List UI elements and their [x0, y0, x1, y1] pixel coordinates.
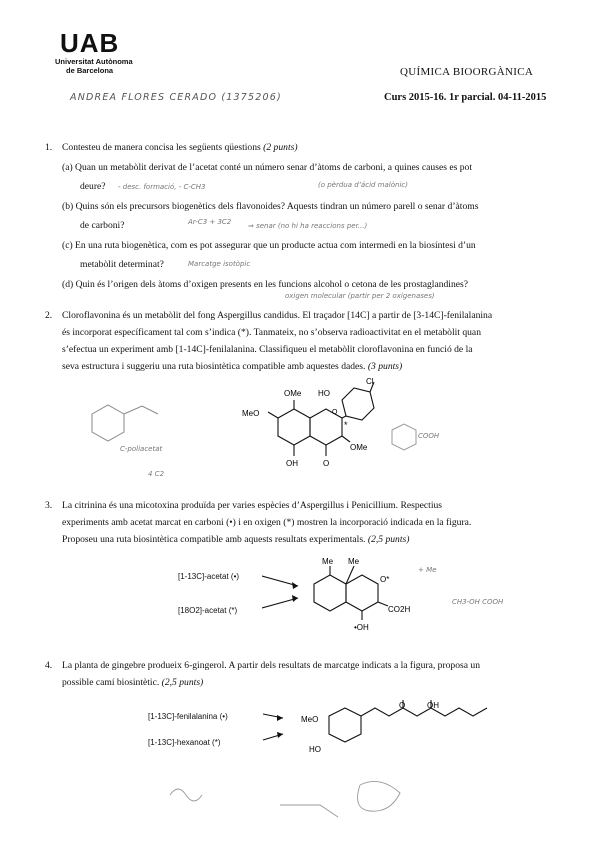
label-o-keto: O	[323, 459, 330, 468]
q1-intro	[62, 142, 298, 154]
exam-info: Curs 2015-16. 1r parcial. 04-11-2015	[384, 92, 547, 103]
gingerol-side-chain	[361, 708, 487, 716]
q1c-answer: Marcatge isotòpic	[188, 260, 251, 268]
q1d-answer: oxigen molecular (partir per 2 oxigenases)	[285, 292, 435, 300]
label-meo: MeO	[242, 409, 260, 418]
q3-points: (2,5 punts)	[367, 534, 410, 545]
q1a-answer-1: - desc. formació, - C-CH3	[118, 183, 206, 191]
q2-line2: és incorporat específicament tal com s’indica (*). Tanmateix, no s’observa radioactivitat en el metabòlit quan	[62, 327, 481, 338]
ome-bond	[342, 436, 350, 442]
q3-line3	[62, 534, 409, 546]
ring-bond	[342, 416, 346, 418]
q4-label-phe: [1-13C]-fenilalanina (•)	[148, 712, 228, 721]
q4-label-hex: [1-13C]-hexanoat (*)	[148, 738, 221, 747]
q2-number: 2.	[45, 310, 53, 321]
label-me-2: Me	[348, 558, 360, 566]
q3-note-2: CH3-OH COOH	[452, 598, 504, 606]
q1d-line: (d) Quin és l’origen dels àtoms d’oxigen presents en les funcions alcohol o cetona de les prostaglandines?	[62, 279, 469, 290]
q2-line1: Cloroflavonina és un metabòlit del fong Aspergillus candidus. El traçador [14C] a partir de [3-14C]-fenilalanina	[62, 310, 493, 321]
scribble-left	[170, 789, 202, 801]
citrinin-structure	[262, 558, 432, 644]
q3-line2: experiments amb acetat marcat en carboni (•) i en oxigen (*) mostren la incorporació indicada en la figura.	[62, 517, 472, 528]
flavone-ring-b	[342, 388, 374, 420]
arrow-o18	[262, 598, 298, 608]
arrowhead-hex	[277, 732, 283, 738]
q2-points: (3 punts)	[367, 361, 403, 372]
university-logo: UAB	[60, 28, 120, 58]
q1b-answer-2: ⇒ senar (no hi ha reaccions per...)	[248, 222, 368, 230]
q1c-line1: (c) En una ruta biogenètica, com es pot assegurar que un producte actua com intermedi en la biosíntesi d’un	[62, 240, 476, 251]
student-name-handwritten: ANDREA FLORES CERADO (1375206)	[70, 92, 282, 103]
chloroflavonin-structure	[228, 376, 398, 478]
q3-note-1: + Me	[418, 566, 437, 574]
co2h-bond	[378, 602, 388, 606]
sketch-side-chain	[124, 406, 158, 414]
q2-sketch-left	[78, 392, 188, 482]
meo-bond	[268, 412, 278, 418]
flavone-ring-a	[278, 409, 310, 445]
q3-line3-text: Proposeu una ruta biosintètica compatible amb aquests resultats experimentals.	[62, 534, 366, 545]
university-name-line1: Universitat Autònoma	[55, 57, 133, 66]
label-oh: OH	[427, 701, 439, 710]
arrowhead-phe	[277, 715, 283, 721]
q3-number: 3.	[45, 500, 53, 511]
q1b-line1: (b) Quins són els precursors biogenètics dels flavonoides? Aquests tindran un número parell o senar d’àtoms	[62, 201, 479, 212]
label-ho: HO	[318, 389, 330, 398]
q3-label-o18: [18O2]-acetat (*)	[178, 606, 238, 615]
q4-line2-text: possible camí biosintètic.	[62, 677, 160, 688]
q1-number: 1.	[45, 142, 53, 153]
q3-line1: La citrinina és una micotoxina produïda per varies espècies d’Aspergillus i Penicillium. Respectius	[62, 500, 443, 511]
q1a-line2: deure?	[80, 181, 106, 192]
label-oh: •OH	[354, 623, 369, 632]
scribble-mid	[280, 805, 338, 817]
q4-line2	[62, 677, 203, 689]
sketch-benzene-ring	[92, 405, 124, 441]
q4-handwritten-sketch	[160, 775, 430, 835]
label-o-star: O*	[380, 575, 390, 584]
gingerol-ring	[329, 708, 361, 742]
q4-line1: La planta de gingebre produeix 6-gingerol. A partir dels resultats de marcatge indicats a la figura, proposa un	[62, 660, 480, 671]
course-title: QUÍMICA BIOORGÀNICA	[400, 66, 534, 78]
q2-note-right: COOH	[418, 432, 440, 440]
q2-line4	[62, 361, 402, 373]
q1b-line2: de carboni?	[80, 220, 125, 231]
q2-line3: s’efectua un experiment amb [1-14C]-fenilalanina. Classifiqueu el metabòlit cloroflavonina en funció de la	[62, 344, 473, 355]
q3-label-c13: [1-13C]-acetat (•)	[178, 572, 240, 581]
gingerol-structure	[255, 700, 503, 764]
label-o-ring: O	[332, 409, 338, 416]
citrinin-ring-2	[346, 575, 378, 611]
arrowhead-c13	[292, 582, 298, 589]
label-meo: MeO	[301, 715, 319, 724]
label-ho: HO	[309, 745, 321, 754]
arrowhead-o18	[292, 595, 298, 602]
label-cl: Cl	[366, 377, 374, 386]
q1a-line1: (a) Quan un metabòlit derivat de l’acetat conté un número senar d’àtoms de carboni, a quines causes es pot	[62, 162, 472, 173]
label-co2h: CO2H	[388, 605, 411, 614]
q2-line4-text: seva estructura i suggeriu una ruta biosintètica compatible amb aquestes dades.	[62, 361, 366, 372]
university-name-line2: de Barcelona	[66, 66, 114, 75]
scribble-right	[358, 781, 400, 811]
label-oh: OH	[286, 459, 298, 468]
q1b-answer-1: Ar-C3 + 3C2	[188, 218, 232, 226]
q1-intro-text: Contesteu de manera concisa les següents qüestions	[62, 142, 261, 153]
label-ome-right: OMe	[350, 443, 368, 452]
q2-note-left2: 4 C2	[148, 470, 165, 478]
q1-points: (2 punts)	[263, 142, 298, 153]
label-star: *	[344, 420, 348, 430]
label-ome-top: OMe	[284, 389, 302, 398]
q4-points: (2,5 punts)	[161, 677, 204, 688]
q2-note-left1: C-poliacetat	[120, 445, 163, 453]
label-me-1: Me	[322, 558, 334, 566]
citrinin-ring-1	[314, 575, 346, 611]
q1a-answer-2: (o pèrdua d’ácid malònic)	[318, 181, 408, 189]
q1c-line2: metabòlit determinat?	[80, 259, 164, 270]
label-o: O	[399, 701, 406, 710]
q4-number: 4.	[45, 660, 53, 671]
